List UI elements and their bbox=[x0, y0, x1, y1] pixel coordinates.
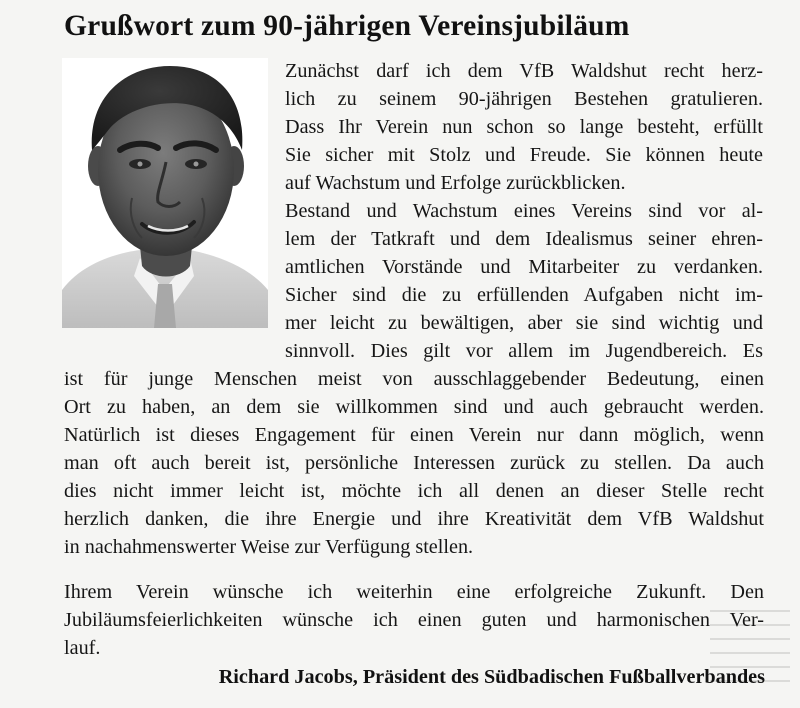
text-line: Natürlich ist dieses Engagement für einen Verein nur dann möglich, wenn bbox=[64, 424, 764, 446]
text-line: amtlichen Vorstände und Mitarbeiter zu verdanken. bbox=[285, 256, 763, 278]
text-line: Ort zu haben, an dem sie willkommen sind und auch gebraucht werden. bbox=[64, 396, 764, 418]
text-line: lich zu seinem 90-jährigen Bestehen gratulieren. bbox=[285, 88, 763, 110]
text-line: herzlich danken, die ihre Energie und ihre Kreativität dem VfB Waldshut bbox=[64, 508, 764, 530]
text-line: man oft auch bereit ist, persönliche Interessen zurück zu stellen. Da auch bbox=[64, 452, 764, 474]
text-line: lem der Tatkraft und dem Idealismus seiner ehren- bbox=[285, 228, 763, 250]
text-line: Sicher sind die zu erfüllenden Aufgaben nicht im- bbox=[285, 284, 763, 306]
text-line: ist für junge Menschen meist von ausschlaggebender Bedeutung, einen bbox=[64, 368, 764, 390]
text-line: Jubiläumsfeierlichkeiten wünsche ich einen guten und harmonischen Ver- bbox=[64, 609, 764, 631]
text-line: auf Wachstum und Erfolge zurückblicken. bbox=[285, 172, 626, 194]
text-line: Dass Ihr Verein nun schon so lange besteht, erfüllt bbox=[285, 116, 763, 138]
portrait-photo bbox=[62, 58, 268, 328]
text-line: mer leicht zu bewältigen, aber sie sind wichtig und bbox=[285, 312, 763, 334]
text-line: Zunächst darf ich dem VfB Waldshut recht herz- bbox=[285, 60, 763, 82]
text-line: Bestand und Wachstum eines Vereins sind vor al- bbox=[285, 200, 763, 222]
text-line: lauf. bbox=[64, 637, 101, 659]
text-line: sinnvoll. Dies gilt vor allem im Jugendbereich. Es bbox=[285, 340, 763, 362]
author-signature: Richard Jacobs, Präsident des Südbadischen Fußballverbandes bbox=[218, 666, 765, 688]
text-line: in nachahmenswerter Weise zur Verfügung stellen. bbox=[64, 536, 474, 558]
text-line: dies nicht immer leicht ist, möchte ich all denen an dieser Stelle recht bbox=[64, 480, 764, 502]
page-title: Grußwort zum 90-jährigen Vereinsjubiläum bbox=[64, 10, 630, 42]
text-line: Sie sicher mit Stolz und Freude. Sie können heute bbox=[285, 144, 763, 166]
text-line: Ihrem Verein wünsche ich weiterhin eine erfolgreiche Zukunft. Den bbox=[64, 581, 764, 603]
